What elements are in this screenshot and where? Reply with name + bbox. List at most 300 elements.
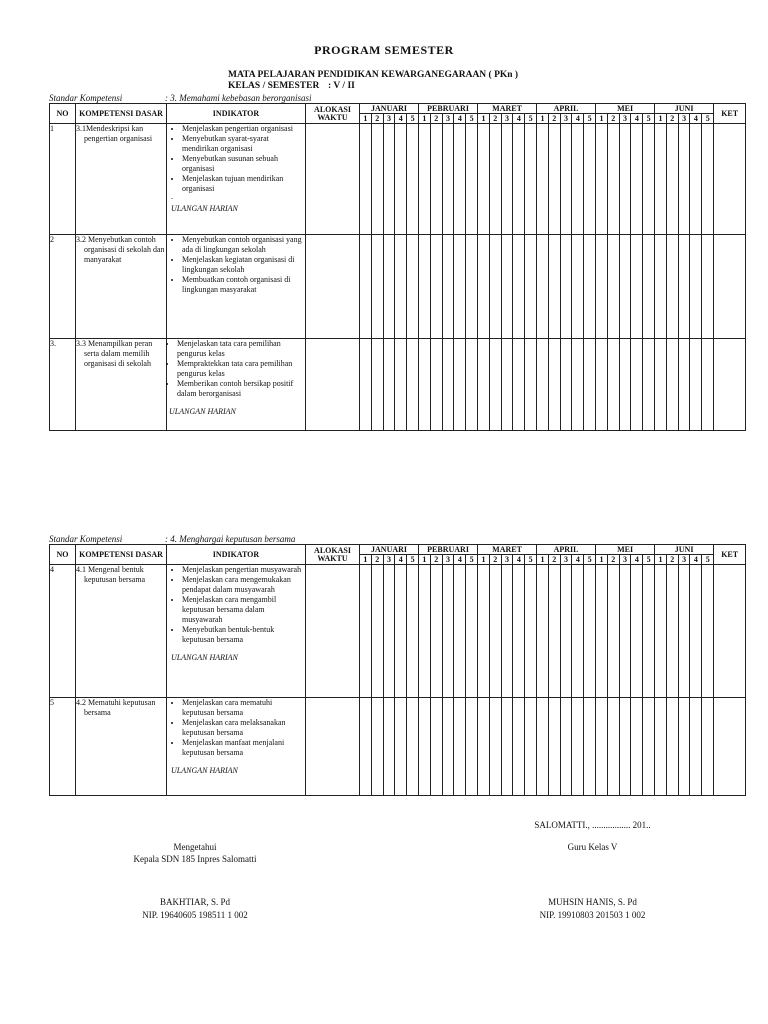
ulangan-harian: ULANGAN HARIAN xyxy=(169,407,236,416)
week-cell xyxy=(537,698,549,796)
week-cell xyxy=(655,698,667,796)
row-indikator xyxy=(167,124,306,235)
header-month-pebruari: PEBRUARI xyxy=(419,545,478,555)
week-cell xyxy=(383,698,395,796)
week-cell xyxy=(690,698,702,796)
week-header-cell: 5 xyxy=(525,114,537,124)
week-header-cell: 1 xyxy=(360,114,372,124)
week-cell xyxy=(678,698,690,796)
week-cell xyxy=(360,339,372,431)
week-cell xyxy=(489,235,501,339)
week-cell xyxy=(548,124,560,235)
week-cell xyxy=(395,698,407,796)
program-table-1 xyxy=(49,103,746,431)
week-cell xyxy=(407,124,419,235)
header-month-juni: JUNI xyxy=(655,545,714,555)
week-cell xyxy=(702,565,714,698)
week-cell xyxy=(513,124,525,235)
week-cell xyxy=(466,339,478,431)
week-cell xyxy=(501,235,513,339)
header-month-juni: JUNI xyxy=(655,104,714,114)
week-cell xyxy=(430,565,442,698)
kd-text: 3.3 Menampilkan peran serta dalam memilih organisasi di sekolah xyxy=(76,339,153,368)
week-header-cell: 2 xyxy=(489,114,501,124)
week-cell xyxy=(501,339,513,431)
week-cell xyxy=(360,565,372,698)
week-cell xyxy=(560,235,572,339)
week-cell xyxy=(478,698,490,796)
sk-value-1: : 3. Memahami kebebasan berorganisasi xyxy=(165,93,312,103)
sk-label-2: Standar Kompetensi xyxy=(49,534,123,544)
week-cell xyxy=(383,339,395,431)
week-cell xyxy=(513,698,525,796)
week-header-cell: 2 xyxy=(548,114,560,124)
week-header-cell: 5 xyxy=(702,555,714,565)
week-header-cell: 5 xyxy=(643,114,655,124)
week-cell xyxy=(454,235,466,339)
week-cell xyxy=(702,339,714,431)
week-header-cell: 3 xyxy=(383,114,395,124)
header-no: NO xyxy=(50,545,76,565)
week-cell xyxy=(407,565,419,698)
week-header-cell: 4 xyxy=(513,555,525,565)
week-header-cell: 2 xyxy=(666,114,678,124)
stray-dot: . xyxy=(171,192,173,201)
table-row xyxy=(50,235,746,339)
week-cell xyxy=(584,339,596,431)
week-header-cell: 4 xyxy=(631,114,643,124)
week-cell xyxy=(537,235,549,339)
week-cell xyxy=(395,235,407,339)
week-cell xyxy=(442,565,454,698)
week-header-cell: 2 xyxy=(430,114,442,124)
kepala-name: BAKHTIAR, S. Pd xyxy=(159,897,230,907)
week-header-cell: 5 xyxy=(407,114,419,124)
week-cell xyxy=(501,124,513,235)
week-cell xyxy=(548,339,560,431)
week-cell xyxy=(395,565,407,698)
week-cell xyxy=(572,235,584,339)
week-header-cell: 1 xyxy=(537,114,549,124)
week-cell xyxy=(501,565,513,698)
week-cell xyxy=(572,565,584,698)
week-header-cell: 4 xyxy=(690,555,702,565)
week-header-cell: 1 xyxy=(478,555,490,565)
ulangan-harian: ULANGAN HARIAN xyxy=(171,766,238,775)
row-kompetensi xyxy=(76,339,167,431)
week-cell xyxy=(371,235,383,339)
row-indikator xyxy=(167,565,306,698)
indicator-item: • Menjelaskan pengertian organisasi xyxy=(182,124,305,134)
header-month-mei: MEI xyxy=(596,545,655,555)
week-cell xyxy=(643,339,655,431)
week-cell xyxy=(371,124,383,235)
week-header-cell: 2 xyxy=(489,555,501,565)
week-cell xyxy=(525,339,537,431)
header-indikator: INDIKATOR xyxy=(167,104,306,124)
week-cell xyxy=(666,235,678,339)
week-header-cell: 5 xyxy=(407,555,419,565)
indicator-item: • Memberikan contoh bersikap positif dalam berorganisasi xyxy=(177,379,305,399)
week-header-cell: 3 xyxy=(501,555,513,565)
header-kd: KOMPETENSI DASAR xyxy=(76,104,167,124)
week-cell xyxy=(383,124,395,235)
week-cell xyxy=(489,565,501,698)
week-cell xyxy=(607,235,619,339)
week-cell xyxy=(360,698,372,796)
indicator-item: • Menjelaskan tata cara pemilihan pengurus kelas xyxy=(177,339,305,359)
week-cell xyxy=(430,124,442,235)
week-cell xyxy=(360,124,372,235)
alokasi-cell xyxy=(306,698,360,796)
indicator-item: • Menyebutkan contoh organisasi yang ada di lingkungan sekolah xyxy=(182,235,305,255)
week-cell xyxy=(513,339,525,431)
week-header-cell: 5 xyxy=(643,555,655,565)
week-cell xyxy=(513,565,525,698)
indicator-item: • Membuatkan contoh organisasi di lingkungan masyarakat xyxy=(182,275,305,295)
week-cell xyxy=(454,565,466,698)
week-cell xyxy=(690,235,702,339)
week-cell xyxy=(419,124,431,235)
indicator-item: • Menjelaskan cara melaksanakan keputusan bersama xyxy=(182,718,305,738)
week-header-cell: 3 xyxy=(619,114,631,124)
indicator-item: • Menjelaskan cara mematuhi keputusan bersama xyxy=(182,698,305,718)
mengetahui-label: Mengetahui xyxy=(173,842,217,852)
week-cell xyxy=(454,698,466,796)
week-cell xyxy=(383,235,395,339)
row-indikator xyxy=(167,235,306,339)
week-cell xyxy=(655,565,667,698)
mapel-label: MATA PELAJARAN xyxy=(228,70,315,80)
header-month-april: APRIL xyxy=(537,545,596,555)
week-cell xyxy=(631,698,643,796)
row-no: 1 xyxy=(50,124,76,235)
week-cell xyxy=(655,339,667,431)
week-cell xyxy=(690,124,702,235)
week-header-cell: 3 xyxy=(442,114,454,124)
week-cell xyxy=(478,124,490,235)
table-row xyxy=(50,698,746,796)
week-cell xyxy=(678,565,690,698)
week-cell xyxy=(537,339,549,431)
week-cell xyxy=(430,698,442,796)
week-header-cell: 4 xyxy=(454,114,466,124)
indicator-item: • Menjelaskan manfaat menjalani keputusan bersama xyxy=(182,738,305,758)
page-title: PROGRAM SEMESTER xyxy=(314,43,454,57)
week-cell xyxy=(548,698,560,796)
header-month-mei: MEI xyxy=(596,104,655,114)
week-cell xyxy=(560,565,572,698)
week-cell xyxy=(430,235,442,339)
week-cell xyxy=(619,698,631,796)
indicator-item: • Menjelaskan cara mengemukakan pendapat dalam musyawarah xyxy=(182,575,305,595)
row-indikator xyxy=(167,339,306,431)
indicator-item: • Menyebutkan susunan sebuah organisasi xyxy=(182,154,305,174)
week-cell xyxy=(560,124,572,235)
week-cell xyxy=(395,124,407,235)
week-cell xyxy=(537,124,549,235)
week-header-cell: 4 xyxy=(690,114,702,124)
week-cell xyxy=(537,565,549,698)
week-header-cell: 1 xyxy=(596,114,608,124)
week-cell xyxy=(584,565,596,698)
header-no: NO xyxy=(50,104,76,124)
week-cell xyxy=(643,124,655,235)
week-cell xyxy=(407,339,419,431)
week-cell xyxy=(466,235,478,339)
week-cell xyxy=(419,565,431,698)
sk-value-2: : 4. Menghargai keputusan bersama xyxy=(165,534,296,544)
week-header-cell: 3 xyxy=(442,555,454,565)
week-cell xyxy=(643,235,655,339)
indicator-item: • Menjelaskan tujuan mendirikan organisasi xyxy=(182,174,305,194)
header-alokasi: ALOKASI WAKTU xyxy=(306,104,360,124)
week-cell xyxy=(666,124,678,235)
table-row xyxy=(50,339,746,431)
week-cell xyxy=(607,698,619,796)
row-kompetensi xyxy=(76,565,167,698)
week-header-cell: 2 xyxy=(607,114,619,124)
week-header-cell: 5 xyxy=(466,555,478,565)
week-header-cell: 1 xyxy=(655,114,667,124)
week-header-cell: 4 xyxy=(454,555,466,565)
week-cell xyxy=(690,339,702,431)
row-indikator xyxy=(167,698,306,796)
week-cell xyxy=(442,235,454,339)
indicator-item: • Mempraktekkan tata cara pemilihan pengurus kelas xyxy=(177,359,305,379)
week-cell xyxy=(607,339,619,431)
week-cell xyxy=(478,235,490,339)
week-cell xyxy=(631,124,643,235)
header-indikator: INDIKATOR xyxy=(167,545,306,565)
week-cell xyxy=(525,698,537,796)
week-cell xyxy=(702,698,714,796)
alokasi-cell xyxy=(306,339,360,431)
week-cell xyxy=(454,124,466,235)
week-cell xyxy=(430,339,442,431)
week-cell xyxy=(619,235,631,339)
week-cell xyxy=(643,698,655,796)
week-header-cell: 3 xyxy=(501,114,513,124)
week-cell xyxy=(619,565,631,698)
week-header-cell: 3 xyxy=(383,555,395,565)
week-cell xyxy=(466,698,478,796)
week-header-cell: 2 xyxy=(548,555,560,565)
week-cell xyxy=(478,565,490,698)
guru-name: MUHSIN HANIS, S. Pd xyxy=(548,897,637,907)
week-cell xyxy=(631,339,643,431)
week-cell xyxy=(596,124,608,235)
week-cell xyxy=(442,124,454,235)
week-cell xyxy=(596,339,608,431)
week-header-cell: 3 xyxy=(619,555,631,565)
kd-text: 4.1 Mengenal bentuk keputusan bersama xyxy=(76,565,146,584)
kelas-value: : V / II xyxy=(328,81,355,91)
kepala-title: Kepala SDN 185 Inpres Salomatti xyxy=(133,854,257,864)
week-cell xyxy=(678,235,690,339)
header-alokasi: ALOKASI WAKTU xyxy=(306,545,360,565)
kelas-label: KELAS / SEMESTER xyxy=(228,81,320,91)
guru-nip: NIP. 19910803 201503 1 002 xyxy=(539,910,646,920)
week-cell xyxy=(442,698,454,796)
indicator-item: • Menjelaskan kegiatan organisasi di lingkungan sekolah xyxy=(182,255,305,275)
week-cell xyxy=(419,339,431,431)
week-cell xyxy=(560,698,572,796)
week-header-cell: 4 xyxy=(395,114,407,124)
week-cell xyxy=(466,565,478,698)
alokasi-cell xyxy=(306,235,360,339)
ket-cell xyxy=(714,235,746,339)
week-cell xyxy=(489,124,501,235)
table-row xyxy=(50,124,746,235)
week-cell xyxy=(572,698,584,796)
week-cell xyxy=(525,124,537,235)
week-header-cell: 1 xyxy=(655,555,667,565)
week-header-cell: 2 xyxy=(371,555,383,565)
week-cell xyxy=(525,565,537,698)
indicator-item: • Menyebutkan bentuk-bentuk keputusan bersama xyxy=(182,625,305,645)
week-cell xyxy=(383,565,395,698)
week-cell xyxy=(596,235,608,339)
week-header-cell: 5 xyxy=(525,555,537,565)
row-kompetensi xyxy=(76,235,167,339)
week-header-cell: 3 xyxy=(560,555,572,565)
row-no: 5 xyxy=(50,698,76,796)
week-header-cell: 1 xyxy=(596,555,608,565)
table-row xyxy=(50,565,746,698)
week-cell xyxy=(702,124,714,235)
alokasi-cell xyxy=(306,124,360,235)
week-cell xyxy=(572,339,584,431)
indicator-item: • Menjelaskan pengertian musyawarah xyxy=(182,565,305,575)
ket-cell xyxy=(714,124,746,235)
row-kompetensi xyxy=(76,124,167,235)
week-cell xyxy=(419,235,431,339)
week-cell xyxy=(678,339,690,431)
ket-cell xyxy=(714,565,746,698)
week-cell xyxy=(371,698,383,796)
week-cell xyxy=(442,339,454,431)
week-header-cell: 2 xyxy=(430,555,442,565)
ulangan-harian: ULANGAN HARIAN xyxy=(171,204,238,213)
week-cell xyxy=(360,235,372,339)
indicator-item: • Menyebutkan syarat-syarat mendirikan organisasi xyxy=(182,134,305,154)
week-header-cell: 2 xyxy=(666,555,678,565)
kd-text: 3.1Mendeskripsi kan pengertian organisasi xyxy=(76,124,153,143)
header-month-april: APRIL xyxy=(537,104,596,114)
week-cell xyxy=(513,235,525,339)
week-header-cell: 2 xyxy=(607,555,619,565)
header-ket: KET xyxy=(714,545,746,565)
header-ket: KET xyxy=(714,104,746,124)
week-header-cell: 4 xyxy=(631,555,643,565)
week-header-cell: 1 xyxy=(360,555,372,565)
week-cell xyxy=(548,235,560,339)
ket-cell xyxy=(714,339,746,431)
week-header-cell: 5 xyxy=(584,114,596,124)
week-cell xyxy=(619,339,631,431)
kd-text: 3.2 Menyebutkan contoh organisasi di sekolah dan manyarakat xyxy=(76,235,165,264)
week-cell xyxy=(666,565,678,698)
week-header-cell: 1 xyxy=(419,114,431,124)
row-no: 3. xyxy=(50,339,76,431)
header-month-maret: MARET xyxy=(478,104,537,114)
week-cell xyxy=(548,565,560,698)
week-cell xyxy=(584,235,596,339)
week-cell xyxy=(478,339,490,431)
alokasi-cell xyxy=(306,565,360,698)
week-header-cell: 5 xyxy=(466,114,478,124)
week-cell xyxy=(678,124,690,235)
week-cell xyxy=(631,565,643,698)
header-month-pebruari: PEBRUARI xyxy=(419,104,478,114)
week-cell xyxy=(643,565,655,698)
row-kompetensi xyxy=(76,698,167,796)
week-cell xyxy=(607,565,619,698)
week-cell xyxy=(489,698,501,796)
week-cell xyxy=(584,124,596,235)
week-header-cell: 4 xyxy=(572,555,584,565)
week-cell xyxy=(619,124,631,235)
week-header-cell: 4 xyxy=(572,114,584,124)
header-month-januari: JANUARI xyxy=(360,545,419,555)
week-cell xyxy=(407,235,419,339)
week-cell xyxy=(489,339,501,431)
week-cell xyxy=(596,565,608,698)
week-cell xyxy=(631,235,643,339)
week-cell xyxy=(666,339,678,431)
week-header-cell: 4 xyxy=(513,114,525,124)
week-cell xyxy=(655,124,667,235)
week-header-cell: 5 xyxy=(702,114,714,124)
mapel-value: : PENDIDIKAN KEWARGANEGARAAN ( PKn ) xyxy=(312,70,519,80)
week-header-cell: 1 xyxy=(419,555,431,565)
header-month-maret: MARET xyxy=(478,545,537,555)
header-kd: KOMPETENSI DASAR xyxy=(76,545,167,565)
kd-text: 4.2 Mematuhi keputusan bersama xyxy=(76,698,156,717)
week-cell xyxy=(454,339,466,431)
week-cell xyxy=(466,124,478,235)
week-cell xyxy=(371,565,383,698)
week-cell xyxy=(407,698,419,796)
week-cell xyxy=(596,698,608,796)
place-date: SALOMATTI., ................. 201.. xyxy=(534,820,651,830)
week-cell xyxy=(525,235,537,339)
week-cell xyxy=(690,565,702,698)
kepala-nip: NIP. 19640605 198511 1 002 xyxy=(142,910,248,920)
week-cell xyxy=(584,698,596,796)
week-header-cell: 1 xyxy=(537,555,549,565)
week-header-cell: 5 xyxy=(584,555,596,565)
header-month-januari: JANUARI xyxy=(360,104,419,114)
program-table-2 xyxy=(49,544,746,796)
ket-cell xyxy=(714,698,746,796)
week-cell xyxy=(666,698,678,796)
week-cell xyxy=(560,339,572,431)
week-header-cell: 3 xyxy=(678,555,690,565)
indicator-item: • Menjelaskan cara mengambil keputusan bersama dalam musyawarah xyxy=(182,595,305,625)
week-header-cell: 2 xyxy=(371,114,383,124)
sk-label-1: Standar Kompetensi xyxy=(49,93,123,103)
guru-title: Guru Kelas V xyxy=(567,842,618,852)
week-cell xyxy=(395,339,407,431)
week-header-cell: 3 xyxy=(678,114,690,124)
week-header-cell: 3 xyxy=(560,114,572,124)
week-cell xyxy=(419,698,431,796)
week-cell xyxy=(655,235,667,339)
row-no: 4 xyxy=(50,565,76,698)
week-cell xyxy=(572,124,584,235)
